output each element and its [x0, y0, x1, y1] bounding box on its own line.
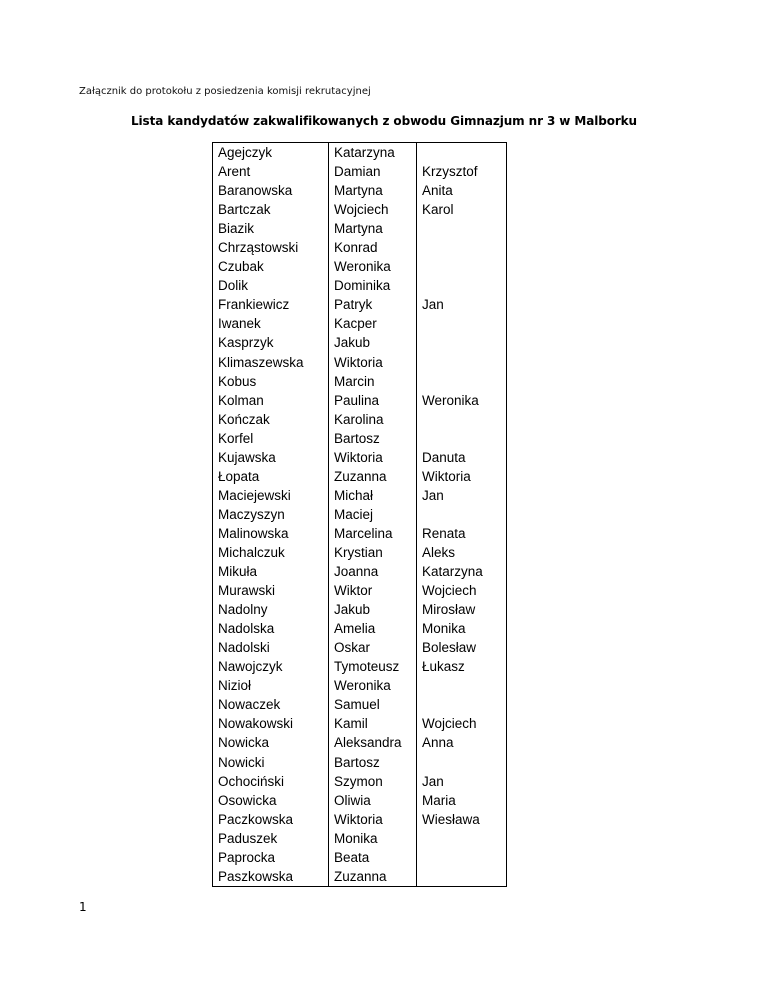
second-name-cell: Mirosław [417, 600, 507, 619]
second-name-cell [417, 695, 507, 714]
table-row [213, 486, 507, 505]
table-row [213, 372, 507, 391]
first-name-cell: Marcin [329, 372, 417, 391]
table-row [213, 657, 507, 676]
candidates-table-body [213, 143, 507, 887]
surname-cell: Michalczuk [213, 543, 329, 562]
surname-cell: Kolman [213, 391, 329, 410]
table-row [213, 391, 507, 410]
table-row [213, 295, 507, 314]
surname-cell: Kasprzyk [213, 333, 329, 352]
first-name-cell: Wiktor [329, 581, 417, 600]
surname-cell: Nowicki [213, 753, 329, 772]
surname-cell: Kończak [213, 410, 329, 429]
second-name-cell: Wojciech [417, 714, 507, 733]
surname-cell: Chrząstowski [213, 238, 329, 257]
surname-cell: Klimaszewska [213, 353, 329, 372]
first-name-cell: Jakub [329, 333, 417, 352]
first-name-cell: Katarzyna [329, 143, 417, 163]
surname-cell: Łopata [213, 467, 329, 486]
table-row [213, 810, 507, 829]
second-name-cell [417, 429, 507, 448]
first-name-cell: Wojciech [329, 200, 417, 219]
first-name-cell: Bartosz [329, 429, 417, 448]
surname-cell: Frankiewicz [213, 295, 329, 314]
surname-cell: Murawski [213, 581, 329, 600]
first-name-cell: Kamil [329, 714, 417, 733]
first-name-cell: Zuzanna [329, 867, 417, 887]
first-name-cell: Patryk [329, 295, 417, 314]
second-name-cell [417, 219, 507, 238]
second-name-cell: Aleks [417, 543, 507, 562]
second-name-cell [417, 333, 507, 352]
second-name-cell: Wiesława [417, 810, 507, 829]
second-name-cell [417, 143, 507, 163]
second-name-cell [417, 353, 507, 372]
first-name-cell: Krystian [329, 543, 417, 562]
surname-cell: Nadolski [213, 638, 329, 657]
table-row [213, 314, 507, 333]
second-name-cell: Weronika [417, 391, 507, 410]
second-name-cell [417, 276, 507, 295]
surname-cell: Bartczak [213, 200, 329, 219]
table-row [213, 676, 507, 695]
surname-cell: Malinowska [213, 524, 329, 543]
document-title: Lista kandydatów zakwalifikowanych z obwodu Gimnazjum nr 3 w Malborku [131, 114, 637, 128]
first-name-cell: Tymoteusz [329, 657, 417, 676]
first-name-cell: Martyna [329, 181, 417, 200]
second-name-cell: Anna [417, 733, 507, 752]
first-name-cell: Martyna [329, 219, 417, 238]
surname-cell: Paprocka [213, 848, 329, 867]
page-number: 1 [79, 900, 87, 914]
surname-cell: Kujawska [213, 448, 329, 467]
table-row [213, 181, 507, 200]
first-name-cell: Dominika [329, 276, 417, 295]
table-row [213, 772, 507, 791]
table-row [213, 505, 507, 524]
second-name-cell: Jan [417, 772, 507, 791]
first-name-cell: Wiktoria [329, 810, 417, 829]
first-name-cell: Beata [329, 848, 417, 867]
first-name-cell: Wiktoria [329, 353, 417, 372]
header-note: Załącznik do protokołu z posiedzenia komisji rekrutacyjnej [79, 86, 371, 97]
second-name-cell [417, 410, 507, 429]
first-name-cell: Oliwia [329, 791, 417, 810]
surname-cell: Agejczyk [213, 143, 329, 163]
second-name-cell: Katarzyna [417, 562, 507, 581]
second-name-cell [417, 848, 507, 867]
surname-cell: Dolik [213, 276, 329, 295]
second-name-cell: Wojciech [417, 581, 507, 600]
table-row [213, 619, 507, 638]
second-name-cell [417, 676, 507, 695]
table-row [213, 562, 507, 581]
table-row [213, 238, 507, 257]
table-row [213, 467, 507, 486]
candidates-table [212, 142, 507, 887]
table-row [213, 638, 507, 657]
first-name-cell: Jakub [329, 600, 417, 619]
surname-cell: Nizioł [213, 676, 329, 695]
first-name-cell: Aleksandra [329, 733, 417, 752]
second-name-cell: Anita [417, 181, 507, 200]
surname-cell: Czubak [213, 257, 329, 276]
first-name-cell: Wiktoria [329, 448, 417, 467]
second-name-cell: Jan [417, 295, 507, 314]
surname-cell: Paduszek [213, 829, 329, 848]
surname-cell: Maczyszyn [213, 505, 329, 524]
surname-cell: Nowicka [213, 733, 329, 752]
first-name-cell: Weronika [329, 676, 417, 695]
surname-cell: Nadolska [213, 619, 329, 638]
first-name-cell: Konrad [329, 238, 417, 257]
first-name-cell: Monika [329, 829, 417, 848]
first-name-cell: Oskar [329, 638, 417, 657]
table-row [213, 867, 507, 887]
surname-cell: Iwanek [213, 314, 329, 333]
table-row [213, 733, 507, 752]
first-name-cell: Joanna [329, 562, 417, 581]
first-name-cell: Samuel [329, 695, 417, 714]
first-name-cell: Amelia [329, 619, 417, 638]
second-name-cell [417, 257, 507, 276]
surname-cell: Korfel [213, 429, 329, 448]
table-row [213, 257, 507, 276]
table-row [213, 353, 507, 372]
second-name-cell: Danuta [417, 448, 507, 467]
table-row [213, 829, 507, 848]
table-row [213, 219, 507, 238]
first-name-cell: Paulina [329, 391, 417, 410]
surname-cell: Mikuła [213, 562, 329, 581]
surname-cell: Nowakowski [213, 714, 329, 733]
surname-cell: Paczkowska [213, 810, 329, 829]
table-row [213, 543, 507, 562]
first-name-cell: Marcelina [329, 524, 417, 543]
table-row [213, 200, 507, 219]
first-name-cell: Weronika [329, 257, 417, 276]
table-row [213, 848, 507, 867]
table-row [213, 276, 507, 295]
surname-cell: Nowaczek [213, 695, 329, 714]
table-row [213, 753, 507, 772]
second-name-cell: Renata [417, 524, 507, 543]
first-name-cell: Damian [329, 162, 417, 181]
surname-cell: Nawojczyk [213, 657, 329, 676]
table-row [213, 524, 507, 543]
table-row [213, 410, 507, 429]
first-name-cell: Michał [329, 486, 417, 505]
surname-cell: Baranowska [213, 181, 329, 200]
second-name-cell: Krzysztof [417, 162, 507, 181]
table-row [213, 162, 507, 181]
second-name-cell [417, 372, 507, 391]
table-row [213, 143, 507, 163]
second-name-cell: Bolesław [417, 638, 507, 657]
surname-cell: Paszkowska [213, 867, 329, 887]
second-name-cell: Karol [417, 200, 507, 219]
second-name-cell: Maria [417, 791, 507, 810]
table-row [213, 791, 507, 810]
table-row [213, 600, 507, 619]
second-name-cell [417, 753, 507, 772]
table-row [213, 333, 507, 352]
second-name-cell [417, 829, 507, 848]
second-name-cell: Wiktoria [417, 467, 507, 486]
second-name-cell [417, 238, 507, 257]
first-name-cell: Szymon [329, 772, 417, 791]
first-name-cell: Zuzanna [329, 467, 417, 486]
surname-cell: Osowicka [213, 791, 329, 810]
second-name-cell [417, 314, 507, 333]
surname-cell: Ochociński [213, 772, 329, 791]
first-name-cell: Karolina [329, 410, 417, 429]
table-row [213, 581, 507, 600]
surname-cell: Biazik [213, 219, 329, 238]
first-name-cell: Bartosz [329, 753, 417, 772]
second-name-cell: Monika [417, 619, 507, 638]
surname-cell: Kobus [213, 372, 329, 391]
table-row [213, 429, 507, 448]
second-name-cell: Łukasz [417, 657, 507, 676]
table-row [213, 695, 507, 714]
surname-cell: Maciejewski [213, 486, 329, 505]
second-name-cell [417, 867, 507, 887]
second-name-cell [417, 505, 507, 524]
first-name-cell: Kacper [329, 314, 417, 333]
table-row [213, 448, 507, 467]
surname-cell: Arent [213, 162, 329, 181]
first-name-cell: Maciej [329, 505, 417, 524]
second-name-cell: Jan [417, 486, 507, 505]
table-row [213, 714, 507, 733]
surname-cell: Nadolny [213, 600, 329, 619]
